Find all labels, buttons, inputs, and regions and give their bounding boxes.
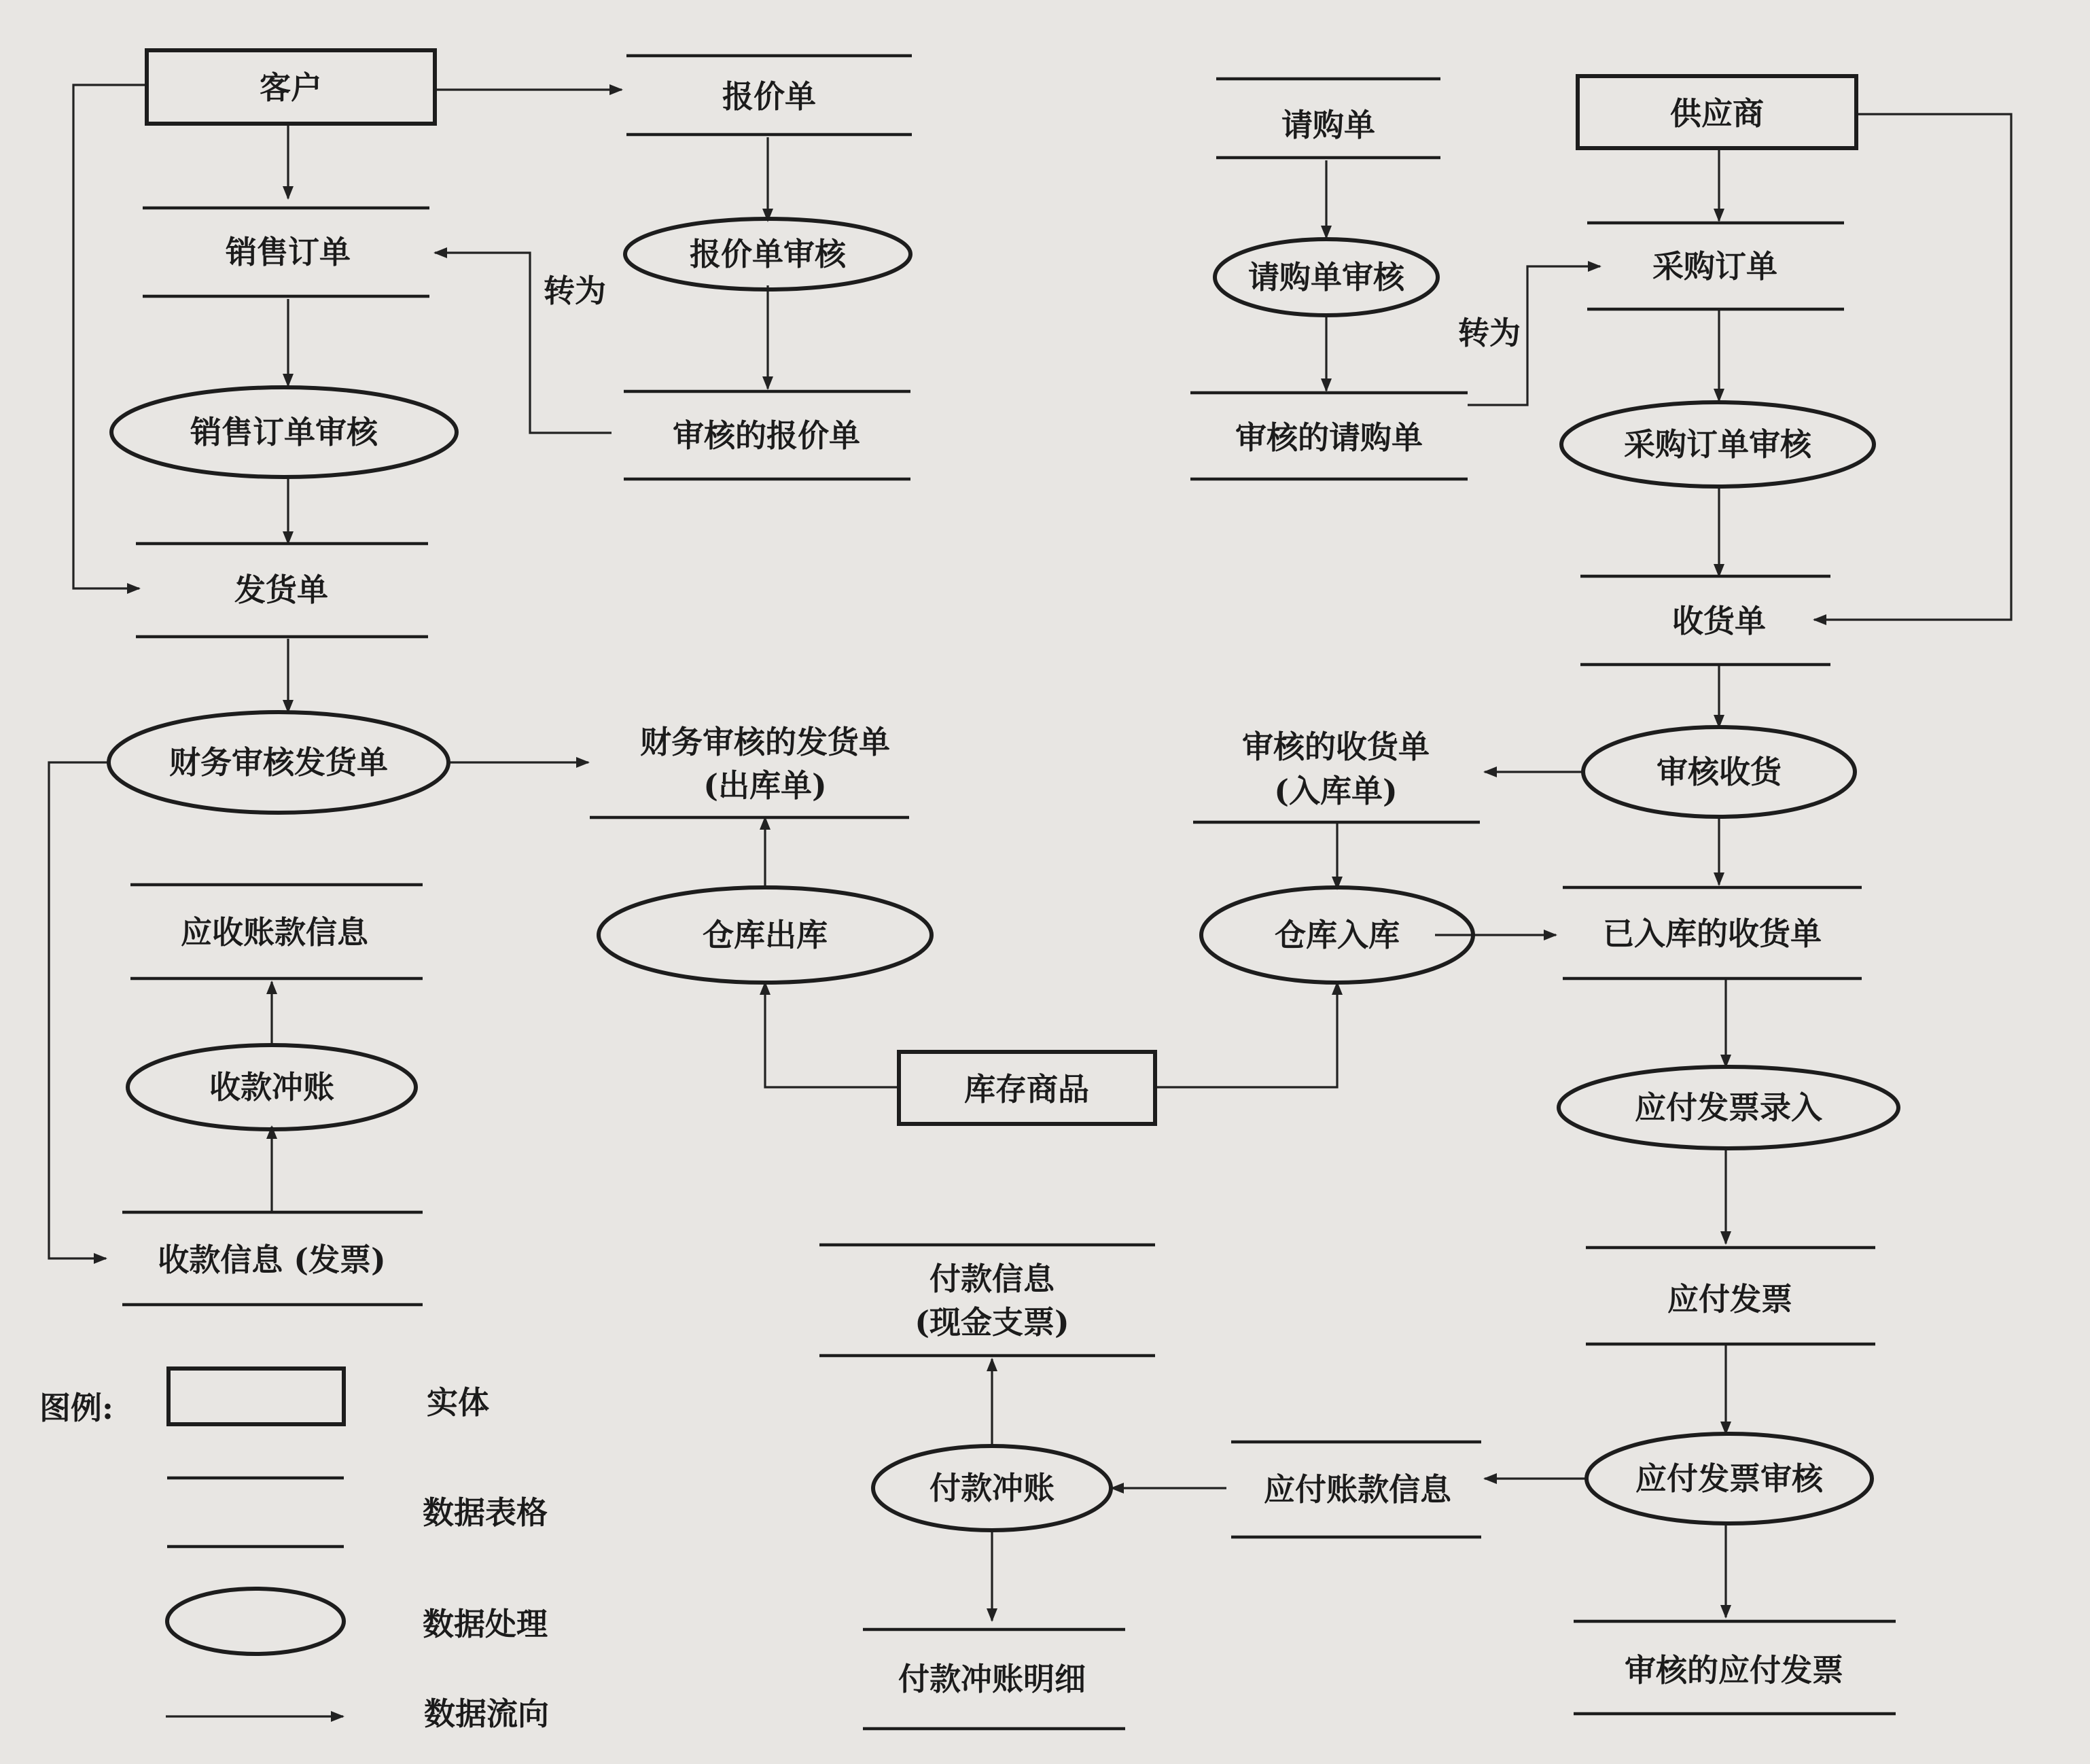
legend-data-flow-label: 数据流向 [424,1695,549,1732]
process-payable-invoice-entry-label: 应付发票录入 [1635,1089,1822,1126]
table-receiving-note-label: 收货单 [1672,603,1766,639]
process-payment-writeoff [873,1446,1111,1530]
table-reviewed-quotation [624,391,910,479]
process-payable-invoice-review [1587,1434,1872,1523]
table-delivery-note [136,544,428,637]
entity-supplier-label: 供应商 [1670,95,1764,132]
table-receiving-note [1580,576,1830,665]
table-reviewed-payable-invoice-label: 审核的应付发票 [1625,1652,1843,1689]
table-receivables-info-label: 应收账款信息 [181,914,368,951]
entity-customer-label: 客户 [260,69,322,106]
entity-inventory [899,1052,1155,1124]
process-payment-writeoff-label: 付款冲账 [929,1470,1055,1506]
process-review-receiving [1583,727,1855,817]
table-payment-writeoff-detail [863,1629,1125,1729]
flow-inventory-to-warehouse-out [765,983,899,1087]
process-purchase-request-review [1215,239,1438,315]
table-finance-reviewed-delivery-label-2: (出库单) [703,767,827,804]
legend-entity-symbol [169,1369,344,1424]
flow-inventory-to-warehouse-in [1155,983,1337,1087]
table-receipt-info-label: 收款信息 (发票) [158,1241,386,1278]
table-quotation [626,56,912,135]
table-reviewed-receiving [1193,728,1480,822]
process-warehouse-in [1201,887,1473,983]
table-receipt-info [122,1212,423,1305]
process-warehouse-out-label: 仓库出库 [703,917,828,953]
legend-data-process-label: 数据处理 [423,1606,548,1642]
table-payables-info [1231,1442,1481,1537]
process-finance-review-delivery [109,712,448,813]
table-reviewed-receiving-label-2: (入库单) [1274,773,1398,809]
legend-entity-label: 实体 [427,1384,489,1421]
process-payable-invoice-review-label: 应付发票审核 [1635,1460,1823,1497]
table-stocked-receiving-label: 已入库的收货单 [1603,915,1822,952]
table-receivables-info [130,885,423,978]
table-quotation-label: 报价单 [722,78,816,115]
table-purchase-order-label: 采购订单 [1652,248,1777,285]
process-receipt-writeoff [128,1045,416,1129]
flow-label-convert-left: 转为 [544,272,606,309]
process-finance-review-delivery-label: 财务审核发货单 [169,744,388,781]
table-payable-invoice [1586,1248,1875,1344]
legend-data-table-symbol [167,1478,344,1547]
process-receipt-writeoff-label: 收款冲账 [209,1069,334,1106]
process-sales-order-review [111,387,457,477]
table-purchase-order [1587,223,1844,309]
process-warehouse-out [599,887,932,983]
process-quotation-review [625,219,910,289]
table-sales-order-label: 销售订单 [226,234,351,270]
process-sales-order-review-label: 销售订单审核 [190,414,378,451]
table-payable-invoice-label: 应付发票 [1667,1281,1792,1318]
process-warehouse-in-label: 仓库入库 [1275,917,1400,953]
flow-customer-to-delivery-note [73,85,147,588]
table-reviewed-purchase-request [1190,393,1468,479]
legend-data-process-symbol [167,1589,344,1654]
table-finance-reviewed-delivery [590,724,909,817]
flow-supplier-to-receiving-note [1814,114,2011,620]
process-review-receiving-label: 审核收货 [1657,754,1782,790]
table-purchase-request-label: 请购单 [1281,107,1375,143]
flow-label-convert-right: 转为 [1458,315,1521,351]
table-delivery-note-label: 发货单 [234,571,328,608]
table-sales-order [143,208,429,296]
table-reviewed-purchase-request-label: 审核的请购单 [1235,419,1423,456]
entity-supplier [1578,76,1856,148]
table-finance-reviewed-delivery-label-1: 财务审核的发货单 [640,724,890,760]
flow-finance-review-to-receipt-info [49,762,109,1258]
process-purchase-request-review-label: 请购单审核 [1248,259,1404,296]
process-quotation-review-label: 报价单审核 [690,236,846,272]
table-reviewed-receiving-label-1: 审核的收货单 [1242,728,1430,765]
legend-data-table-label: 数据表格 [423,1494,548,1531]
legend [39,1369,549,1732]
table-payment-info [819,1245,1155,1356]
table-payables-info-label: 应付账款信息 [1264,1471,1451,1508]
table-payment-writeoff-detail-label: 付款冲账明细 [898,1661,1086,1697]
table-payment-info-label-2: (现金支票) [915,1304,1069,1341]
table-payment-info-label-1: 付款信息 [929,1260,1055,1297]
process-payable-invoice-entry [1559,1067,1898,1148]
table-purchase-request [1216,79,1440,158]
legend-title: 图例: [39,1390,113,1426]
table-reviewed-payable-invoice [1574,1621,1896,1714]
entity-inventory-label: 库存商品 [964,1071,1089,1108]
entity-customer [147,50,435,124]
table-stocked-receiving [1563,887,1862,978]
process-purchase-order-review-label: 采购订单审核 [1624,426,1811,463]
table-reviewed-quotation-label: 审核的报价单 [673,417,860,454]
process-purchase-order-review [1561,402,1874,487]
